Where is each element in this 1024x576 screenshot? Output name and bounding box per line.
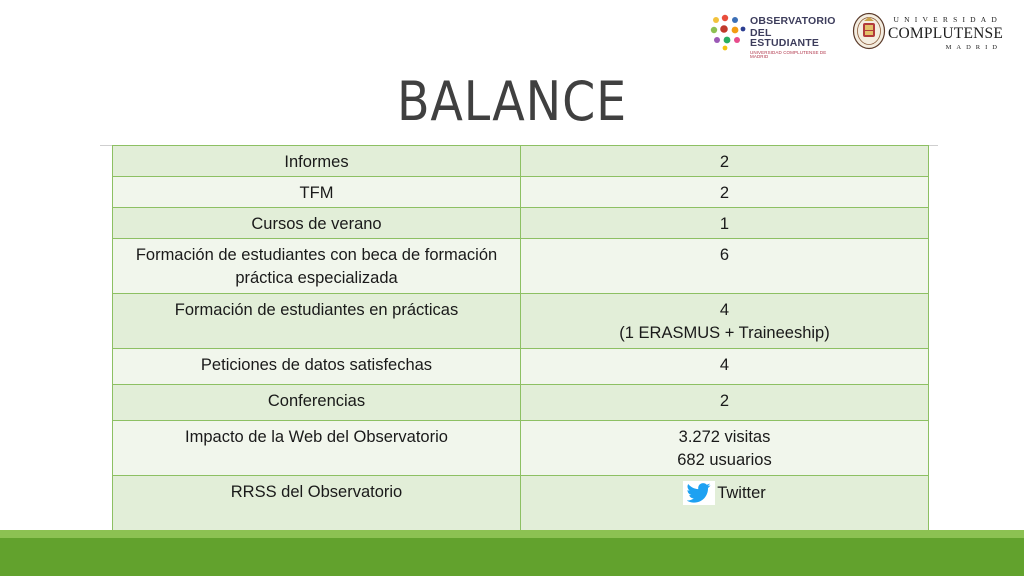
ucm-logo-line3: MADRID	[945, 44, 1002, 52]
row-label-line2: práctica especializada	[235, 269, 398, 287]
row-value-line2: 682 usuarios	[677, 451, 772, 469]
table-row	[113, 239, 929, 294]
row-label-cell	[113, 421, 521, 476]
row-value: 1	[719, 215, 730, 233]
row-value: 2	[719, 392, 730, 410]
observatorio-logo	[708, 12, 838, 59]
row-label: Impacto de la Web del Observatorio	[185, 428, 448, 446]
row-value-cell	[521, 421, 929, 476]
row-label: RRSS del Observatorio	[230, 483, 403, 501]
row-value-cell	[521, 294, 929, 349]
table-row	[113, 385, 929, 421]
row-value-cell	[521, 239, 929, 294]
page-title: BALANCE	[396, 70, 628, 133]
row-label: Informes	[284, 153, 349, 171]
observatorio-dots-icon	[708, 12, 748, 52]
observatorio-logo-line1: OBSERVATORIO	[750, 15, 836, 27]
twitter-icon	[683, 481, 715, 505]
ucm-logo	[852, 12, 1002, 52]
table-row	[113, 349, 929, 385]
row-value-line1: 3.272 visitas	[678, 428, 771, 446]
row-label: Cursos de verano	[251, 215, 382, 233]
ucm-seal-icon	[852, 12, 886, 50]
row-label-cell	[113, 239, 521, 294]
row-label-cell	[113, 294, 521, 349]
row-label-cell	[113, 208, 521, 239]
row-value-line2: (1 ERASMUS + Traineeship)	[619, 324, 830, 342]
row-value-line1: 4	[719, 301, 730, 319]
row-label-cell	[113, 177, 521, 208]
ucm-logo-line2: COMPLUTENSE	[888, 25, 1004, 42]
table-row	[113, 177, 929, 208]
row-value-cell	[521, 146, 929, 177]
row-label: Conferencias	[267, 392, 366, 410]
row-value: 6	[719, 246, 730, 264]
row-label-cell	[113, 146, 521, 177]
row-label: Peticiones de datos satisfechas	[200, 356, 433, 374]
observatorio-logo-line2: DEL ESTUDIANTE	[750, 26, 820, 49]
row-value-cell	[521, 177, 929, 208]
table-row	[113, 421, 929, 476]
table-row	[113, 146, 929, 177]
observatorio-logo-line3: UNIVERSIDAD COMPLUTENSE DE MADRID	[750, 49, 827, 59]
row-label: TFM	[299, 184, 334, 202]
row-value-cell	[521, 476, 929, 531]
row-value-cell	[521, 208, 929, 239]
row-label-cell	[113, 349, 521, 385]
row-label-cell	[113, 476, 521, 531]
row-value: 2	[719, 153, 730, 171]
footer-bar-dark	[0, 538, 1024, 576]
table-row	[113, 294, 929, 349]
row-value-cell	[521, 349, 929, 385]
table-row	[113, 208, 929, 239]
row-value: 4	[719, 356, 730, 374]
balance-table	[112, 145, 929, 531]
row-label-cell	[113, 385, 521, 421]
footer-bar-light	[0, 530, 1024, 538]
row-label: Formación de estudiantes en prácticas	[174, 301, 459, 319]
row-label-line1: Formación de estudiantes con beca de formación	[135, 246, 498, 264]
row-value: 2	[719, 184, 730, 202]
table-row	[113, 476, 929, 531]
ucm-logo-line1: UNIVERSIDAD	[893, 15, 1002, 24]
twitter-label: Twitter	[717, 483, 766, 502]
row-value-cell	[521, 385, 929, 421]
